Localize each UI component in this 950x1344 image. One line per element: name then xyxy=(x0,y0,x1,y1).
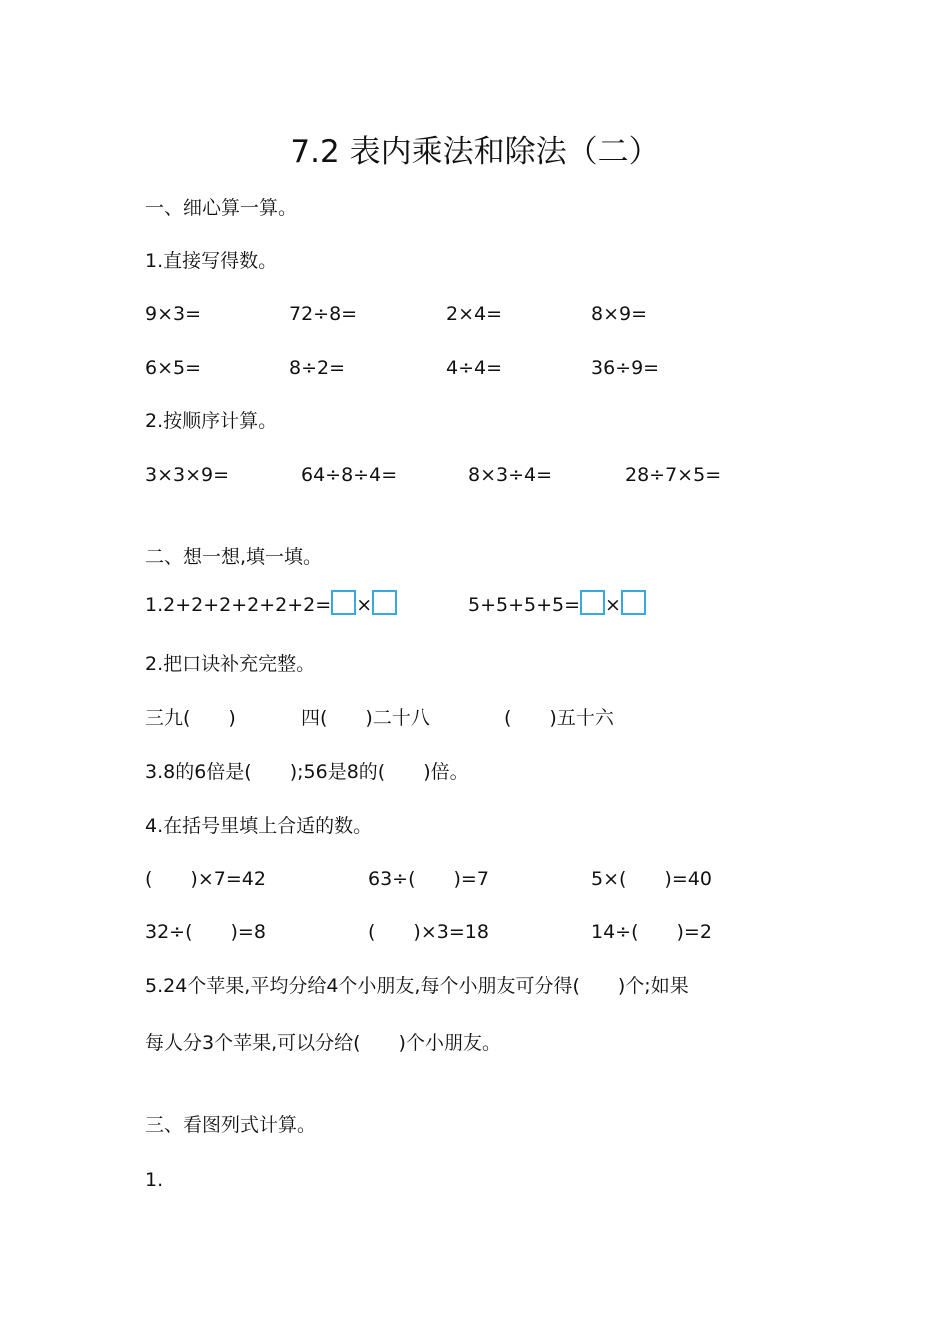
s2-q3: 3.8的6倍是( );56是8的( )倍。 xyxy=(145,761,469,783)
answer-box[interactable] xyxy=(580,590,605,615)
s1-q2-item: 28÷7×5= xyxy=(625,464,722,486)
page-title: 7.2 表内乘法和除法（二） xyxy=(290,134,660,170)
s1-q1-r1-item: 72÷8= xyxy=(289,303,358,325)
s2-q4-r2-item: ( )×3=18 xyxy=(368,921,489,943)
s2-q1-expression-b xyxy=(468,590,646,617)
times-sign: × xyxy=(356,594,373,616)
s1-q1-r1-item: 9×3= xyxy=(145,303,202,325)
s2-q4-r1-item: 63÷( )=7 xyxy=(368,868,489,890)
s1-q2-item: 8×3÷4= xyxy=(468,464,553,486)
s2-q4-label: 4.在括号里填上合适的数。 xyxy=(145,815,373,837)
s2-q2-item: ( )五十六 xyxy=(504,707,614,729)
s2-q1-b-text: 5+5+5+5= xyxy=(468,594,581,616)
answer-box[interactable] xyxy=(621,590,646,615)
s2-q1-a-text: 1.2+2+2+2+2+2= xyxy=(145,594,332,616)
section-1-heading: 一、细心算一算。 xyxy=(145,197,298,219)
s1-q1-label: 1.直接写得数。 xyxy=(145,250,278,272)
s1-q1-r1-item: 2×4= xyxy=(446,303,503,325)
s2-q4-r2-item: 32÷( )=8 xyxy=(145,921,266,943)
s2-q4-r2-item: 14÷( )=2 xyxy=(591,921,712,943)
s1-q2-label: 2.按顺序计算。 xyxy=(145,410,278,432)
s1-q1-r2-item: 6×5= xyxy=(145,357,202,379)
s1-q2-item: 64÷8÷4= xyxy=(301,464,398,486)
s1-q1-r1-item: 8×9= xyxy=(591,303,648,325)
s2-q4-r1-item: 5×( )=40 xyxy=(591,868,712,890)
s1-q1-r2-item: 36÷9= xyxy=(591,357,660,379)
section-2-heading: 二、想一想,填一填。 xyxy=(145,546,323,568)
answer-box[interactable] xyxy=(331,590,356,615)
s2-q4-r1-item: ( )×7=42 xyxy=(145,868,266,890)
s2-q5-line1: 5.24个苹果,平均分给4个小朋友,每个小朋友可分得( )个;如果 xyxy=(145,975,689,997)
s2-q1-expression-a xyxy=(145,590,397,617)
times-sign: × xyxy=(605,594,621,616)
s1-q2-item: 3×3×9= xyxy=(145,464,230,486)
s3-q1-label: 1. xyxy=(145,1169,164,1191)
s2-q2-item: 三九( ) xyxy=(145,707,236,729)
answer-box[interactable] xyxy=(372,590,397,615)
section-3-heading: 三、看图列式计算。 xyxy=(145,1114,317,1136)
s2-q2-item: 四( )二十八 xyxy=(301,707,430,729)
s2-q2-label: 2.把口诀补充完整。 xyxy=(145,653,316,675)
s1-q1-r2-item: 8÷2= xyxy=(289,357,346,379)
s2-q5-line2: 每人分3个苹果,可以分给( )个小朋友。 xyxy=(145,1032,501,1054)
s1-q1-r2-item: 4÷4= xyxy=(446,357,503,379)
